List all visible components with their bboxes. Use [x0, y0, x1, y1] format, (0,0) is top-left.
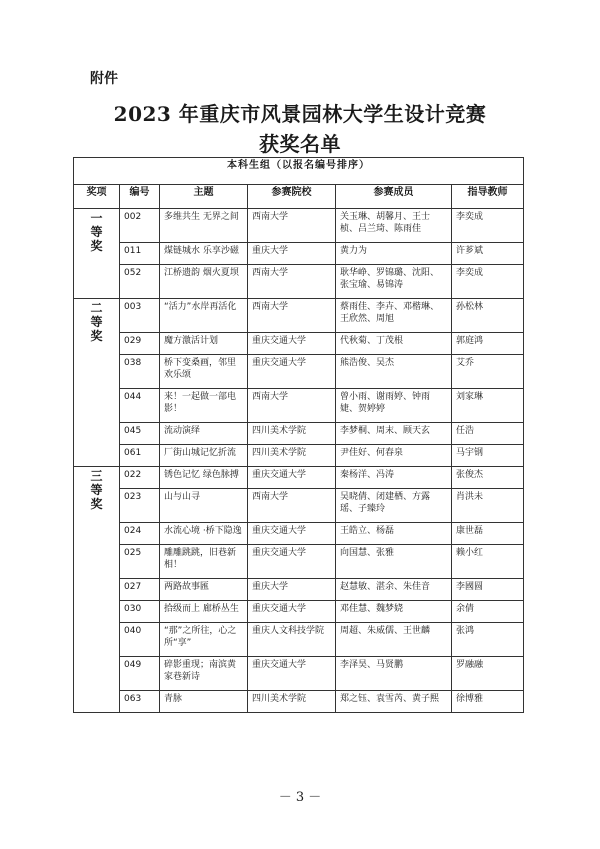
- entry-school: 西南大学: [248, 265, 336, 299]
- entry-teacher: 徐博雅: [452, 691, 524, 713]
- table-row: [74, 657, 524, 691]
- entry-theme: “那”之所往，心之所“享”: [160, 623, 248, 657]
- entry-members: 秦杨洋、冯涛: [336, 467, 452, 489]
- entry-school: 重庆交通大学: [248, 601, 336, 623]
- prize-level: 一等奖: [90, 211, 103, 253]
- prize-level-cell: [74, 467, 120, 713]
- entry-teacher: 肖洪未: [452, 489, 524, 523]
- entry-theme: 魔方激活计划: [160, 333, 248, 355]
- entry-members: 向国慧、张雅: [336, 545, 452, 579]
- entry-theme: 厂街山城记忆折流: [160, 445, 248, 467]
- entry-members: 李梦桐、周末、顾天玄: [336, 423, 452, 445]
- entry-members: 关玉琳、胡馨月、王士桢、吕兰琦、陈雨佳: [336, 209, 452, 243]
- entry-number: 040: [120, 623, 160, 657]
- entry-number: 022: [120, 467, 160, 489]
- entry-theme: 来！一起做一部电影！: [160, 389, 248, 423]
- attachment-label: 附件: [90, 71, 118, 87]
- entry-theme: 碎影重现；南滨黄家巷新诗: [160, 657, 248, 691]
- entry-members: 蔡雨佳、李卉、邓楷琳、王欣然、周旭: [336, 299, 452, 333]
- table-row: [74, 601, 524, 623]
- entry-number: 029: [120, 333, 160, 355]
- entry-school: 重庆交通大学: [248, 657, 336, 691]
- table-row: [74, 523, 524, 545]
- entry-teacher: 郭庭鸿: [452, 333, 524, 355]
- entry-teacher: 赖小红: [452, 545, 524, 579]
- entry-teacher: 罗融融: [452, 657, 524, 691]
- entry-members: 代秋菊、丁茂根: [336, 333, 452, 355]
- header-members: 参赛成员: [336, 185, 452, 209]
- entry-members: 周超、朱威儒、王世麟: [336, 623, 452, 657]
- entry-number: 044: [120, 389, 160, 423]
- prize-level: 三等奖: [90, 469, 103, 511]
- entry-number: 061: [120, 445, 160, 467]
- entry-theme: 多维共生 无界之间: [160, 209, 248, 243]
- entry-number: 038: [120, 355, 160, 389]
- entry-members: 赵慧敏、湛余、朱佳音: [336, 579, 452, 601]
- prize-level: 二等奖: [90, 301, 103, 343]
- entry-theme: 江桥遗韵 烟火夏坝: [160, 265, 248, 299]
- entry-theme: 青脉: [160, 691, 248, 713]
- header-number: 编号: [120, 185, 160, 209]
- header-teacher: 指导教师: [452, 185, 524, 209]
- entry-theme: 拾级而上 廊桥丛生: [160, 601, 248, 623]
- table-row: [74, 579, 524, 601]
- entry-teacher: 马宇钢: [452, 445, 524, 467]
- entry-school: 西南大学: [248, 489, 336, 523]
- entry-school: 重庆交通大学: [248, 523, 336, 545]
- entry-school: 重庆交通大学: [248, 355, 336, 389]
- entry-school: 重庆大学: [248, 243, 336, 265]
- entry-teacher: 康世磊: [452, 523, 524, 545]
- table-row: [74, 333, 524, 355]
- entry-members: 吴晓倩、闭建栖、方露瑶、子臻玲: [336, 489, 452, 523]
- table-row: [74, 489, 524, 523]
- entry-teacher: 孙松林: [452, 299, 524, 333]
- entry-theme: 雕雕跳跳，旧巷新相！: [160, 545, 248, 579]
- table-row: [74, 423, 524, 445]
- entry-school: 重庆交通大学: [248, 333, 336, 355]
- entry-members: 尹佳好、何春泉: [336, 445, 452, 467]
- entry-school: 四川美术学院: [248, 691, 336, 713]
- document-subtitle: 获奖名单: [259, 132, 341, 156]
- entry-theme: 桥下变桑画，邻里欢乐颂: [160, 355, 248, 389]
- table-row: [74, 355, 524, 389]
- table-header-row: [74, 185, 524, 209]
- entry-number: 027: [120, 579, 160, 601]
- awards-table: [73, 157, 524, 713]
- entry-members: 曾小雨、谢雨婷、钟雨婕、贺婷婷: [336, 389, 452, 423]
- entry-theme: 山与山寻: [160, 489, 248, 523]
- entry-number: 024: [120, 523, 160, 545]
- entry-members: 邓佳慧、魏梦娆: [336, 601, 452, 623]
- entry-number: 063: [120, 691, 160, 713]
- entry-school: 四川美术学院: [248, 423, 336, 445]
- entry-school: 四川美术学院: [248, 445, 336, 467]
- entry-number: 045: [120, 423, 160, 445]
- prize-level-cell: [74, 209, 120, 299]
- table-row: [74, 545, 524, 579]
- entry-number: 052: [120, 265, 160, 299]
- entry-teacher: 李奕成: [452, 209, 524, 243]
- prize-level-cell: [74, 299, 120, 467]
- entry-theme: 水流心境 ·桥下隐逸: [160, 523, 248, 545]
- table-row: [74, 299, 524, 333]
- table-row: [74, 265, 524, 299]
- table-row: [74, 623, 524, 657]
- entry-school: 西南大学: [248, 299, 336, 333]
- entry-school: 重庆交通大学: [248, 467, 336, 489]
- entry-teacher: 张鸿: [452, 623, 524, 657]
- entry-theme: 流动演绎: [160, 423, 248, 445]
- entry-school: 重庆交通大学: [248, 545, 336, 579]
- header-theme: 主题: [160, 185, 248, 209]
- entry-school: 西南大学: [248, 389, 336, 423]
- entry-teacher: 李奕成: [452, 265, 524, 299]
- entry-members: 王皓立、杨磊: [336, 523, 452, 545]
- entry-members: 黄力为: [336, 243, 452, 265]
- entry-number: 003: [120, 299, 160, 333]
- entry-school: 重庆大学: [248, 579, 336, 601]
- table-row: [74, 467, 524, 489]
- entry-teacher: 刘家琳: [452, 389, 524, 423]
- header-school: 参赛院校: [248, 185, 336, 209]
- table-row: [74, 209, 524, 243]
- entry-teacher: 许芗斌: [452, 243, 524, 265]
- table-row: [74, 389, 524, 423]
- entry-members: 耿华峥、罗锦璐、沈阳、张宝瑜、易锦涛: [336, 265, 452, 299]
- entry-members: 郑之钰、袁雪芮、黄子熙: [336, 691, 452, 713]
- entry-theme: 锈色记忆 绿色脉搏: [160, 467, 248, 489]
- entry-teacher: 李國圆: [452, 579, 524, 601]
- entry-teacher: 张俊杰: [452, 467, 524, 489]
- entry-number: 025: [120, 545, 160, 579]
- entry-theme: 煤链城水 乐享沙磁: [160, 243, 248, 265]
- page-number: － 3 －: [278, 790, 322, 805]
- entry-number: 002: [120, 209, 160, 243]
- group-title-row: [74, 158, 524, 185]
- entry-school: 重庆人文科技学院: [248, 623, 336, 657]
- entry-members: 熊浩俊、吴杰: [336, 355, 452, 389]
- table-row: [74, 243, 524, 265]
- table-row: [74, 691, 524, 713]
- group-title: 本科生组（以报名编号排序）: [74, 158, 524, 185]
- table-row: [74, 445, 524, 467]
- document-title: 2023 年重庆市风景园林大学生设计竞赛: [113, 102, 487, 126]
- entry-teacher: 艾乔: [452, 355, 524, 389]
- entry-number: 023: [120, 489, 160, 523]
- entry-members: 李泽昊、马贤鹏: [336, 657, 452, 691]
- entry-theme: 两路故事匯: [160, 579, 248, 601]
- entry-teacher: 任浩: [452, 423, 524, 445]
- entry-number: 049: [120, 657, 160, 691]
- entry-number: 030: [120, 601, 160, 623]
- header-prize: 奖项: [74, 185, 120, 209]
- entry-school: 西南大学: [248, 209, 336, 243]
- entry-teacher: 余倩: [452, 601, 524, 623]
- entry-theme: “活力”水岸再活化: [160, 299, 248, 333]
- entry-number: 011: [120, 243, 160, 265]
